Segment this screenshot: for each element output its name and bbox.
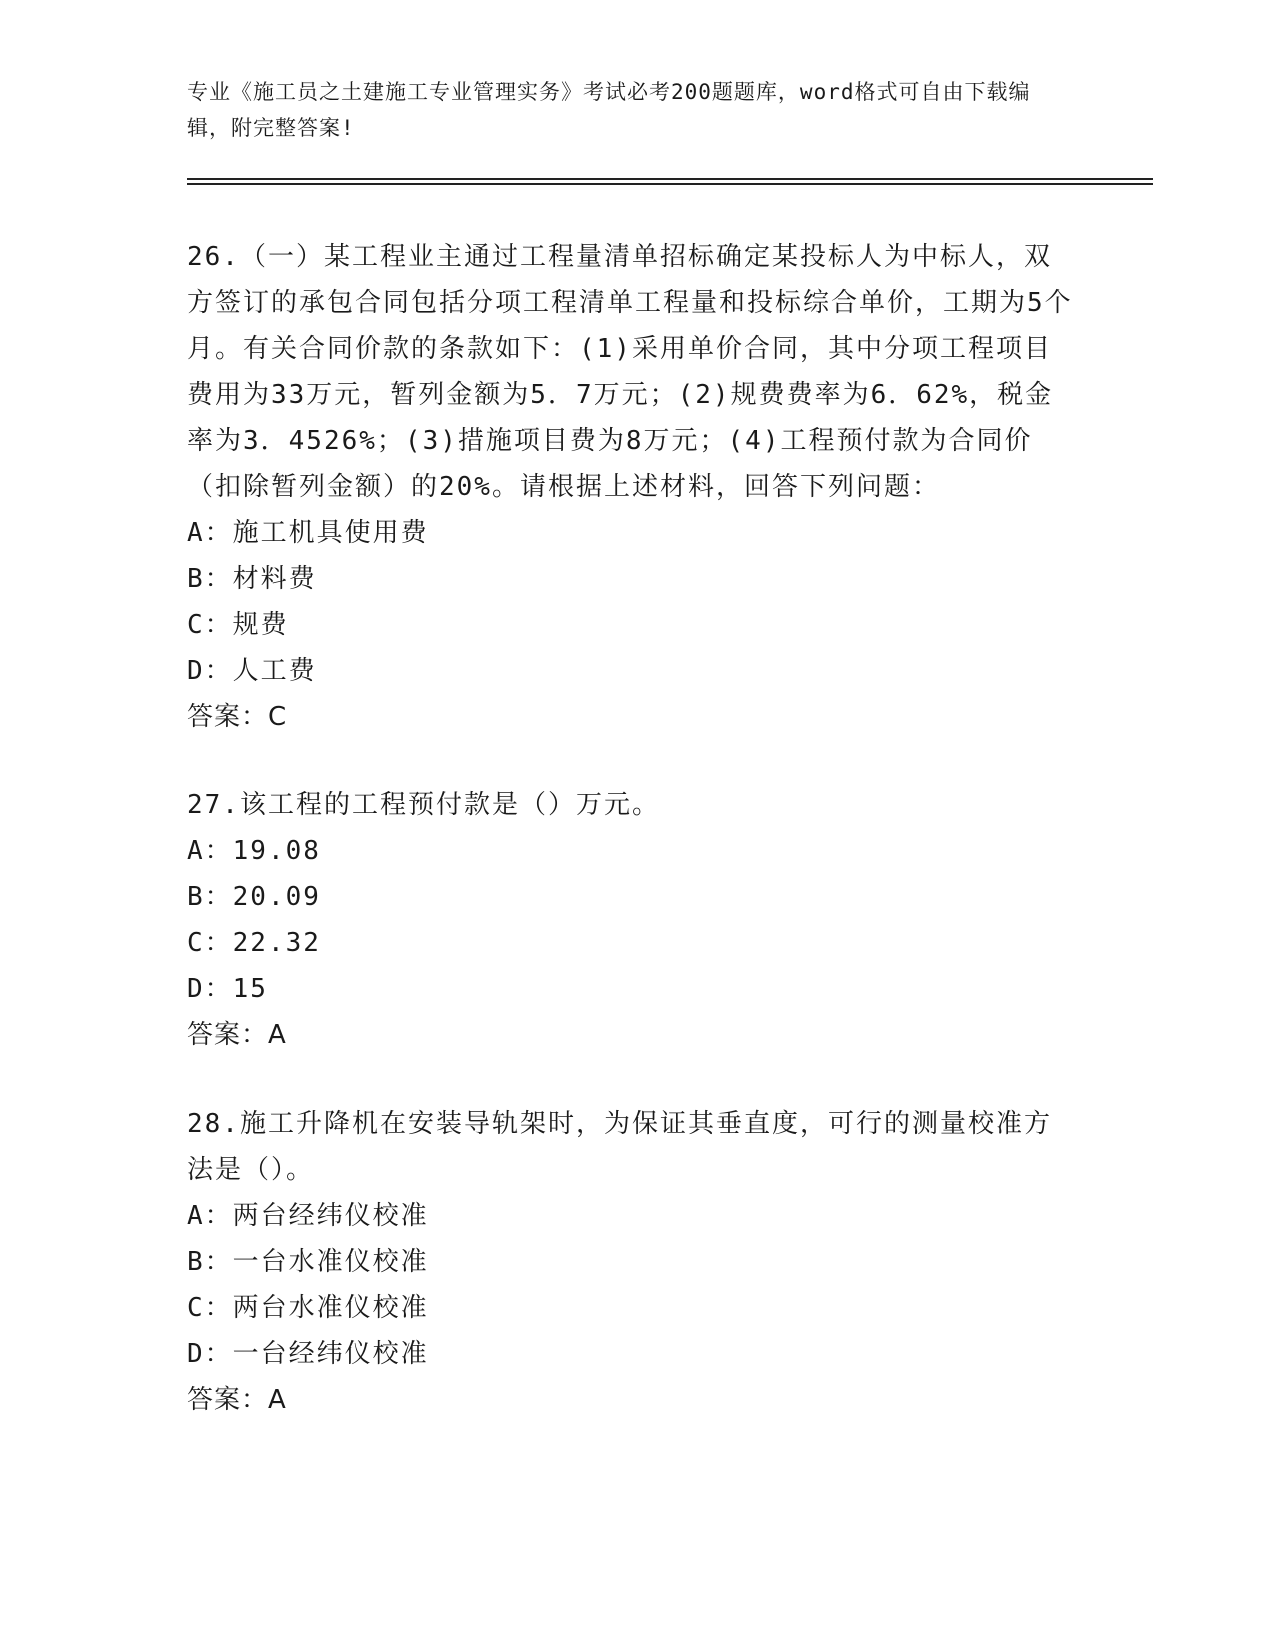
- question-text: 28.施工升降机在安装导轨架时，为保证其垂直度，可行的测量校准方法是（）。: [187, 1109, 1052, 1185]
- question-27: [187, 782, 1077, 1058]
- question-text: 27.该工程的工程预付款是（）万元。: [187, 790, 660, 820]
- answer: 答案：A: [187, 1020, 287, 1050]
- option-b: B：20.09: [187, 882, 321, 912]
- question-26: [187, 234, 1077, 740]
- option-c: C：两台水准仪校准: [187, 1293, 429, 1323]
- option-a: A：施工机具使用费: [187, 518, 429, 548]
- header-divider-top: [187, 178, 1153, 180]
- question-28: [187, 1101, 1077, 1423]
- option-d: D：人工费: [187, 656, 317, 686]
- header-text: 专业《施工员之土建施工专业管理实务》考试必考200题题库，word格式可自由下载编辑，附完整答案!: [187, 80, 1031, 140]
- option-b: B：一台水准仪校准: [187, 1247, 429, 1277]
- option-a: A：19.08: [187, 836, 321, 866]
- document-header: [187, 74, 1067, 146]
- header-divider-bottom: [187, 183, 1153, 185]
- question-text: 26.（一）某工程业主通过工程量清单招标确定某投标人为中标人，双方签订的承包合同包括分项工程清单工程量和投标综合单价，工期为5个月。有关合同价款的条款如下：(1)采用单价合同，其中分项工程项目费用为33万元，暂列金额为5．7万元；(2)规费费率为6．62%，税金率为3．4526%；(3)措施项目费为8万元；(4)工程预付款为合同价（扣除暂列金额）的20%。请根据上述材料，回答下列问题：: [187, 242, 1073, 502]
- option-d: D：15: [187, 974, 268, 1004]
- answer: 答案：A: [187, 1385, 287, 1415]
- option-a: A：两台经纬仪校准: [187, 1201, 429, 1231]
- option-c: C：22.32: [187, 928, 321, 958]
- option-b: B：材料费: [187, 564, 317, 594]
- option-c: C：规费: [187, 610, 289, 640]
- option-d: D：一台经纬仪校准: [187, 1339, 429, 1369]
- answer: 答案：C: [187, 702, 288, 732]
